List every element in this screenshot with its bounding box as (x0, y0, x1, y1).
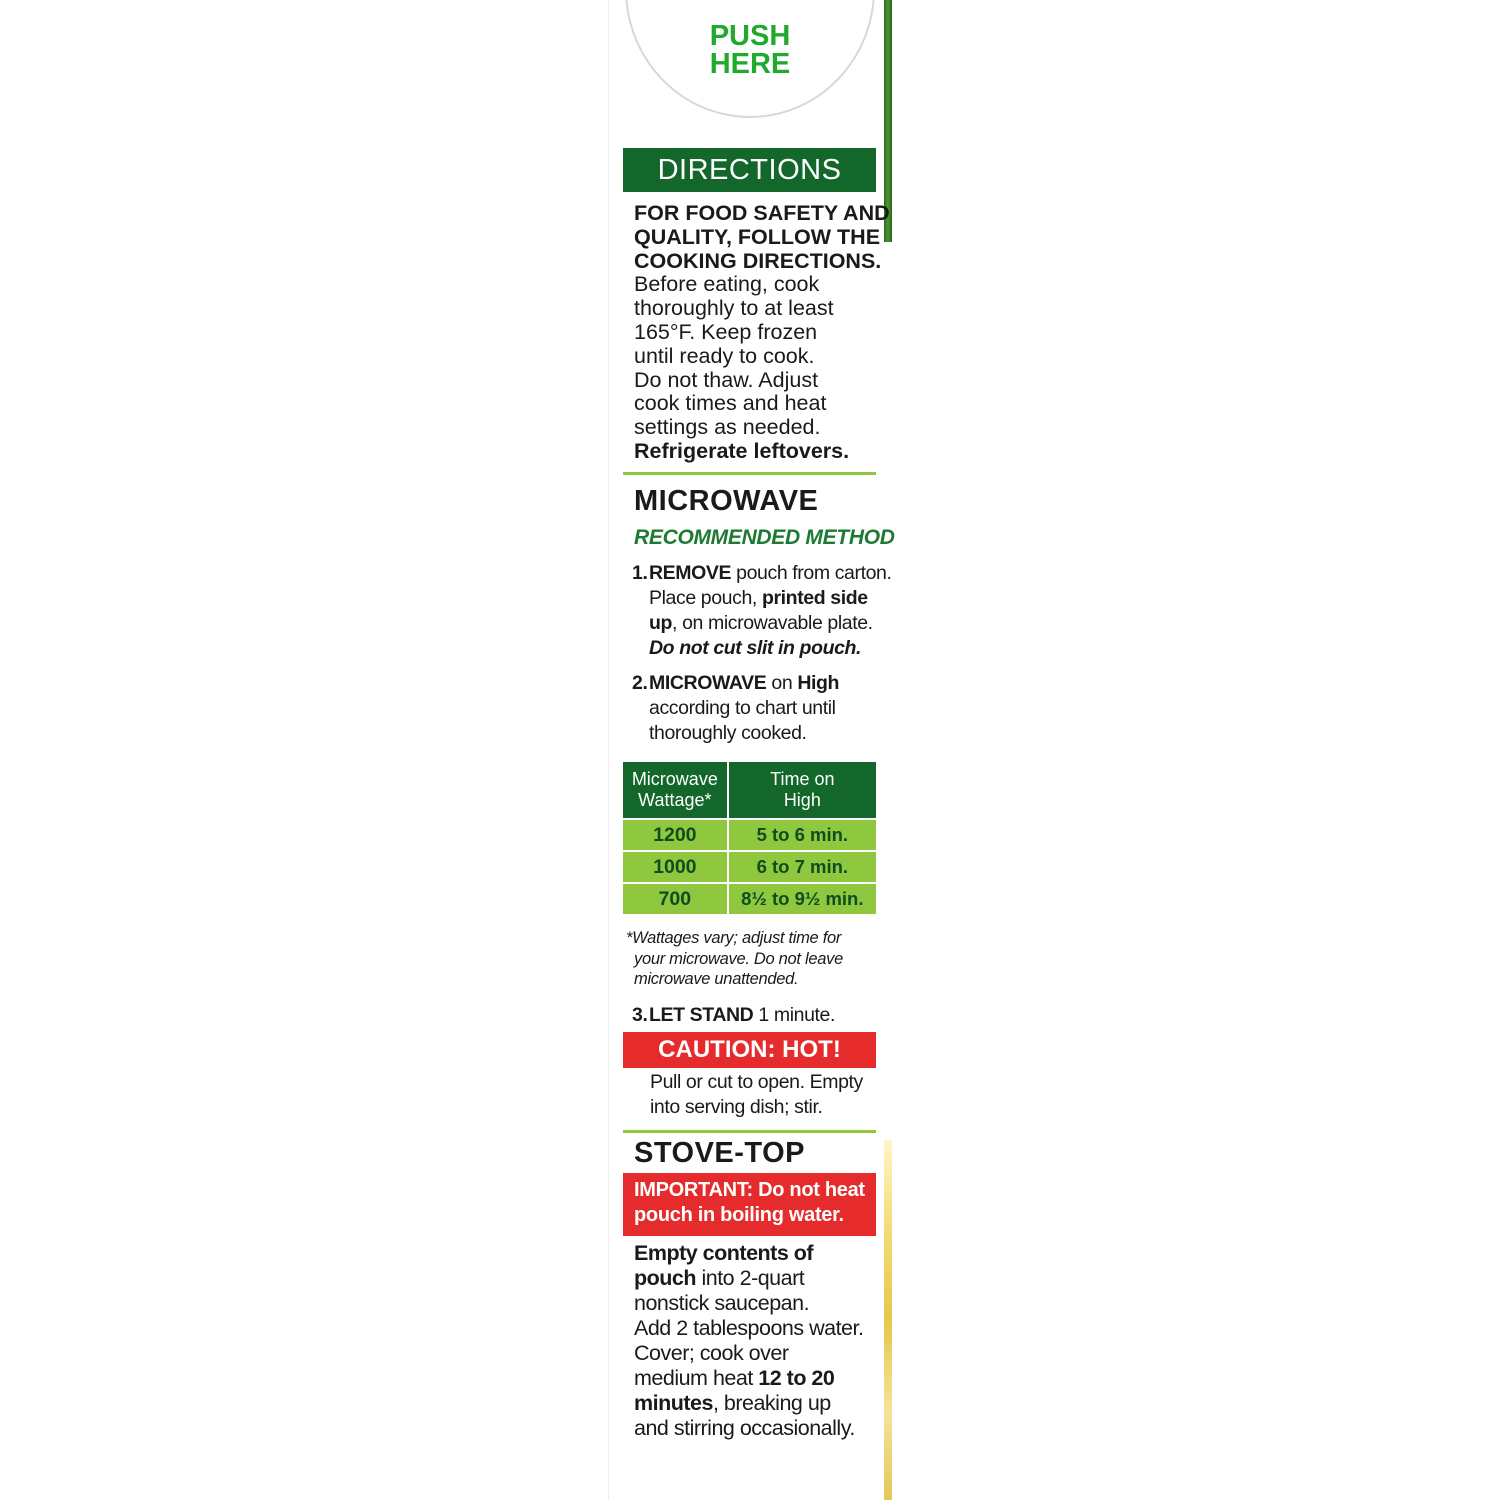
table-row: 1200 5 to 6 min. (623, 819, 876, 851)
header-time: Time on High (728, 762, 876, 819)
table-row: 700 8½ to 9½ min. (623, 883, 876, 914)
divider (623, 472, 876, 475)
microwave-heading: MICROWAVE (634, 485, 819, 517)
caution-banner: CAUTION: HOT! (623, 1032, 876, 1068)
after-cooking-text: Pull or cut to open. Empty into serving dish; stir. (650, 1071, 863, 1118)
stovetop-instructions: Empty contents of pouch into 2-quart nonstick saucepan. Add 2 tablespoons water. Cover; cook over medium heat 12 to 20 minutes, breaking up and stirring occasionally. (634, 1241, 864, 1440)
table-row: 1000 6 to 7 min. (623, 851, 876, 883)
wattage-footnote: *Wattages vary; adjust time for your microwave. Do not leave microwave unattended. (626, 929, 843, 988)
corn-photo-edge (884, 1140, 892, 1500)
microwave-chart (623, 762, 876, 914)
stovetop-heading: STOVE-TOP (634, 1137, 806, 1169)
safety-text: FOR FOOD SAFETY AND QUALITY, FOLLOW THE COOKING DIRECTIONS. Before eating, cook thoroughly to at least 165°F. Keep frozen until ready to cook. Do not thaw. Adjust cook times and heat settings as needed. Refrigerate leftovers. (634, 201, 890, 463)
directions-heading: DIRECTIONS (623, 148, 876, 192)
header-wattage: Microwave Wattage* (623, 762, 728, 819)
microwave-step-3: 3.LET STAND 1 minute. (632, 1004, 836, 1026)
microwave-step-1: 1.REMOVE pouch from carton. Place pouch, printed side up, on microwavable plate. Do not cut slit in pouch. (632, 562, 892, 659)
recommended-method: RECOMMENDED METHOD (634, 526, 895, 549)
microwave-step-2: 2.MICROWAVE on High according to chart until thoroughly cooked. (632, 672, 840, 744)
push-here-label: PUSH HERE (709, 20, 791, 80)
divider (623, 1130, 876, 1133)
important-banner: IMPORTANT: Do not heat pouch in boiling water. (623, 1173, 876, 1236)
